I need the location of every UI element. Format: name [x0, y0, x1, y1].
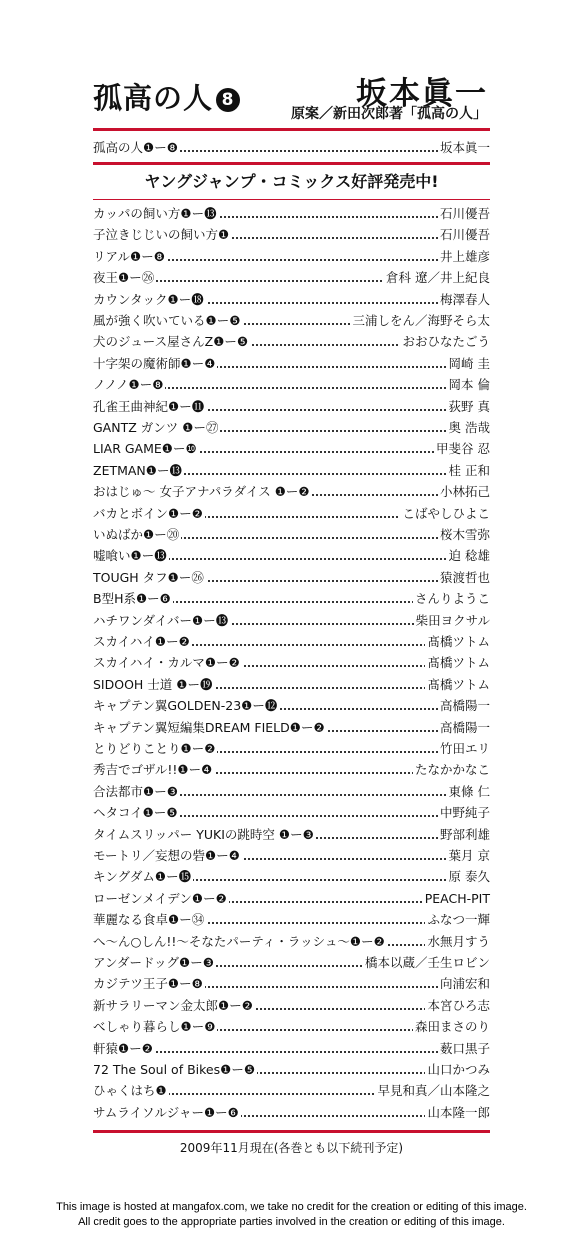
title-name: ローゼンメイデン❶ー❷: [93, 889, 229, 909]
title-row: [93, 332, 490, 352]
title-author: 高橋陽一: [438, 696, 490, 716]
title-row: [93, 996, 490, 1016]
title-name: GANTZ ガンツ ❶ー㉗: [93, 418, 220, 438]
title-name: SIDOOH 士道 ❶ー⓳: [93, 675, 214, 695]
title-row: [93, 268, 490, 288]
title-author: 山口かつみ: [425, 1060, 490, 1080]
title-author: たなかかなこ: [413, 760, 490, 780]
title-row: [93, 782, 490, 802]
title-row: [93, 525, 490, 545]
title-name: 軒猿❶ー❷: [93, 1039, 155, 1059]
title-row: [93, 696, 490, 716]
title-name: 風が強く吹いている❶ー❺: [93, 311, 242, 331]
title-author: 水無月すう: [425, 932, 490, 952]
title-name: 孔雀王曲神紀❶ー⓫: [93, 397, 206, 417]
title-author: 薮口黒子: [438, 1039, 490, 1059]
title-name: 夜王❶ー㉖: [93, 268, 156, 288]
title-author: 東條 仁: [447, 782, 490, 802]
title-author: 髙橋ツトム: [425, 632, 490, 652]
title-name: 犬のジュース屋さんZ❶ー❺: [93, 332, 250, 352]
title-row: [93, 760, 490, 780]
title-row: [93, 1039, 490, 1059]
title-author: 桂 正和: [447, 461, 490, 481]
title-name: キングダム❶ー⓯: [93, 867, 193, 887]
title-name: べしゃり暮らし❶ー❾: [93, 1017, 217, 1037]
title-row: [93, 1081, 490, 1101]
title-author: 竹田エリ: [438, 739, 490, 759]
title-row: [93, 867, 490, 887]
title-row: [93, 568, 490, 588]
title-author: 倉科 遼／井上紀良: [384, 268, 490, 288]
title-author: 柴田ヨクサル: [414, 611, 490, 631]
title-name: 子泣きじじいの飼い方❶: [93, 225, 231, 245]
title-name: 十字架の魔術師❶ー❹: [93, 354, 217, 374]
title-name: とりどりことり❶ー❷: [93, 739, 217, 759]
title-row: [93, 1017, 490, 1037]
title-row: [93, 375, 490, 395]
title-author: 髙橋ツトム: [425, 653, 490, 673]
header: [93, 72, 493, 122]
title-author: ふなつ一輝: [425, 910, 490, 930]
title-author: 奥 浩哉: [447, 418, 490, 438]
title-row: [93, 204, 490, 224]
title-author: 桜木雪弥: [438, 525, 490, 545]
title-name: モートリ／妄想の砦❶ー❹: [93, 846, 242, 866]
title-name: バカとボイン❶ー❷: [93, 504, 205, 524]
title-author: 高橋陽一: [438, 718, 490, 738]
title-author: 橋本以蔵／壬生ロビン: [363, 953, 490, 973]
title-row: [93, 290, 490, 310]
title-name: カッパの飼い方❶ー⓭: [93, 204, 219, 224]
title-row: [93, 803, 490, 823]
current-series-title: 孤高の人❶ー❽: [93, 138, 180, 158]
title-name: サムライソルジャー❶ー❻: [93, 1103, 241, 1123]
title-name: LIAR GAME❶ー❿: [93, 439, 199, 459]
title-author: 岡本 倫: [447, 375, 490, 395]
title-row: [93, 846, 490, 866]
title-row: [93, 739, 490, 759]
title-author: こばやしひよこ: [400, 504, 490, 524]
title-row: [93, 418, 490, 438]
title-row: [93, 611, 490, 631]
title-name: ヘタコイ❶ー❺: [93, 803, 180, 823]
title-name: キャプテン翼短編集DREAM FIELD❶ー❷: [93, 718, 327, 738]
title-row: [93, 504, 490, 524]
hosting-notice-line-2: All credit goes to the appropriate parties involved in the creation or editing of this image.: [78, 1216, 505, 1228]
title-author: 向浦宏和: [438, 974, 490, 994]
title-author: 葉月 京: [447, 846, 490, 866]
title-name: ひゃくはち❶: [93, 1081, 169, 1101]
title-row: [93, 311, 490, 331]
title-row: [93, 439, 490, 459]
footer-date: 2009年11月現在(各巻とも以下続刊予定): [179, 1141, 404, 1155]
title-author: 森田まさのり: [413, 1017, 490, 1037]
hosting-notice: [0, 1200, 583, 1230]
title-row: [93, 932, 490, 952]
title-author: 甲斐谷 忍: [434, 439, 490, 459]
title-name: へ〜ん○しん!!〜そなたパーティ・ラッシュ〜❶ー❷: [93, 932, 387, 952]
title-author: 迫 稔雄: [447, 546, 490, 566]
volume-badge: 8: [216, 88, 240, 112]
title-name: おはじゅ〜 女子アナパラダイス ❶ー❷: [93, 482, 312, 502]
title-author: 岡崎 圭: [447, 354, 490, 374]
title-author: 井上雄彦: [438, 247, 490, 267]
hosting-notice-line-1: This image is hosted at mangafox.com, we take no credit for the creation or editing of this image.: [56, 1201, 527, 1213]
title-author: 本宮ひろ志: [425, 996, 490, 1016]
title-row: [93, 1103, 490, 1123]
title-author: 早見和真／山本隆之: [375, 1081, 490, 1101]
title-name: 新サラリーマン金太郎❶ー❷: [93, 996, 255, 1016]
title-row: [93, 247, 490, 267]
title-author: 小林拓己: [438, 482, 490, 502]
title-row: [93, 589, 490, 609]
current-series-row: [93, 138, 490, 158]
title-row: [93, 825, 490, 845]
title-name: カジテツ王子❶ー❽: [93, 974, 205, 994]
title-name: スカイハイ・カルマ❶ー❷: [93, 653, 242, 673]
title-name: キャプテン翼GOLDEN-23❶ー⓬: [93, 696, 279, 716]
title-name: 合法都市❶ー❸: [93, 782, 180, 802]
title-row: [93, 953, 490, 973]
title-name: 72 The Soul of Bikes❶ー❺: [93, 1060, 257, 1080]
title-name: カウンタック❶ー⓲: [93, 290, 206, 310]
title-name: 嘘喰い❶ー⓭: [93, 546, 169, 566]
title-row: [93, 1060, 490, 1080]
title-name: B型H系❶ー❻: [93, 589, 173, 609]
title-row: [93, 889, 490, 909]
title-row: [93, 397, 490, 417]
title-author: 三浦しをん／海野そら太: [350, 311, 490, 331]
bottom-divider: [93, 1130, 490, 1133]
current-series-author: 坂本眞一: [438, 138, 490, 158]
title-row: [93, 225, 490, 245]
title-author: おおひなたごう: [400, 332, 490, 352]
title-author: 梅澤春人: [438, 290, 490, 310]
title-author: PEACH-PIT: [423, 889, 490, 909]
title-name: アンダードッグ❶ー❸: [93, 953, 216, 973]
title-author: 山本隆一郎: [425, 1103, 490, 1123]
title-name: タイムスリッパー YUKIの跳時空 ❶ー❸: [93, 825, 316, 845]
banner-top-divider: [93, 162, 490, 165]
series-author: 坂本眞一: [356, 76, 488, 112]
title-author: 石川優吾: [438, 225, 490, 245]
title-row: [93, 461, 490, 481]
title-name: ノノノ❶ー❽: [93, 375, 165, 395]
title-author: 髙橋ツトム: [425, 675, 490, 695]
title-author: 石川優吾: [438, 204, 490, 224]
on-sale-banner: ヤングジャンプ・コミックス好評発売中!: [144, 172, 439, 191]
title-author: 野部利雄: [438, 825, 490, 845]
top-divider: [93, 128, 490, 131]
title-author: 原 泰久: [447, 867, 490, 887]
title-row: [93, 482, 490, 502]
title-name: リアル❶ー❽: [93, 247, 167, 267]
title-name: TOUGH タフ❶ー㉖: [93, 568, 206, 588]
title-row: [93, 653, 490, 673]
title-name: いぬばか❶ー⑳: [93, 525, 181, 545]
title-author: 猿渡哲也: [438, 568, 490, 588]
title-row: [93, 354, 490, 374]
series-title: [93, 76, 240, 117]
title-row: [93, 974, 490, 994]
title-row: [93, 546, 490, 566]
series-title-text: 孤高の人: [93, 81, 214, 115]
title-author: さんりようこ: [413, 589, 490, 609]
title-row: [93, 910, 490, 930]
title-author: 荻野 真: [447, 397, 490, 417]
banner-bottom-divider: [93, 199, 490, 200]
title-name: スカイハイ❶ー❷: [93, 632, 192, 652]
original-credit: 原案／新田次郎著「孤高の人」: [291, 106, 487, 122]
title-name: ハチワンダイバー❶ー⓭: [93, 611, 230, 631]
title-row: [93, 675, 490, 695]
title-name: 華麗なる食卓❶ー㉞: [93, 910, 206, 930]
title-row: [93, 632, 490, 652]
title-name: ZETMAN❶ー⓭: [93, 461, 184, 481]
title-author: 中野純子: [438, 803, 490, 823]
title-name: 秀吉でゴザル!!❶ー❹: [93, 760, 214, 780]
title-row: [93, 718, 490, 738]
